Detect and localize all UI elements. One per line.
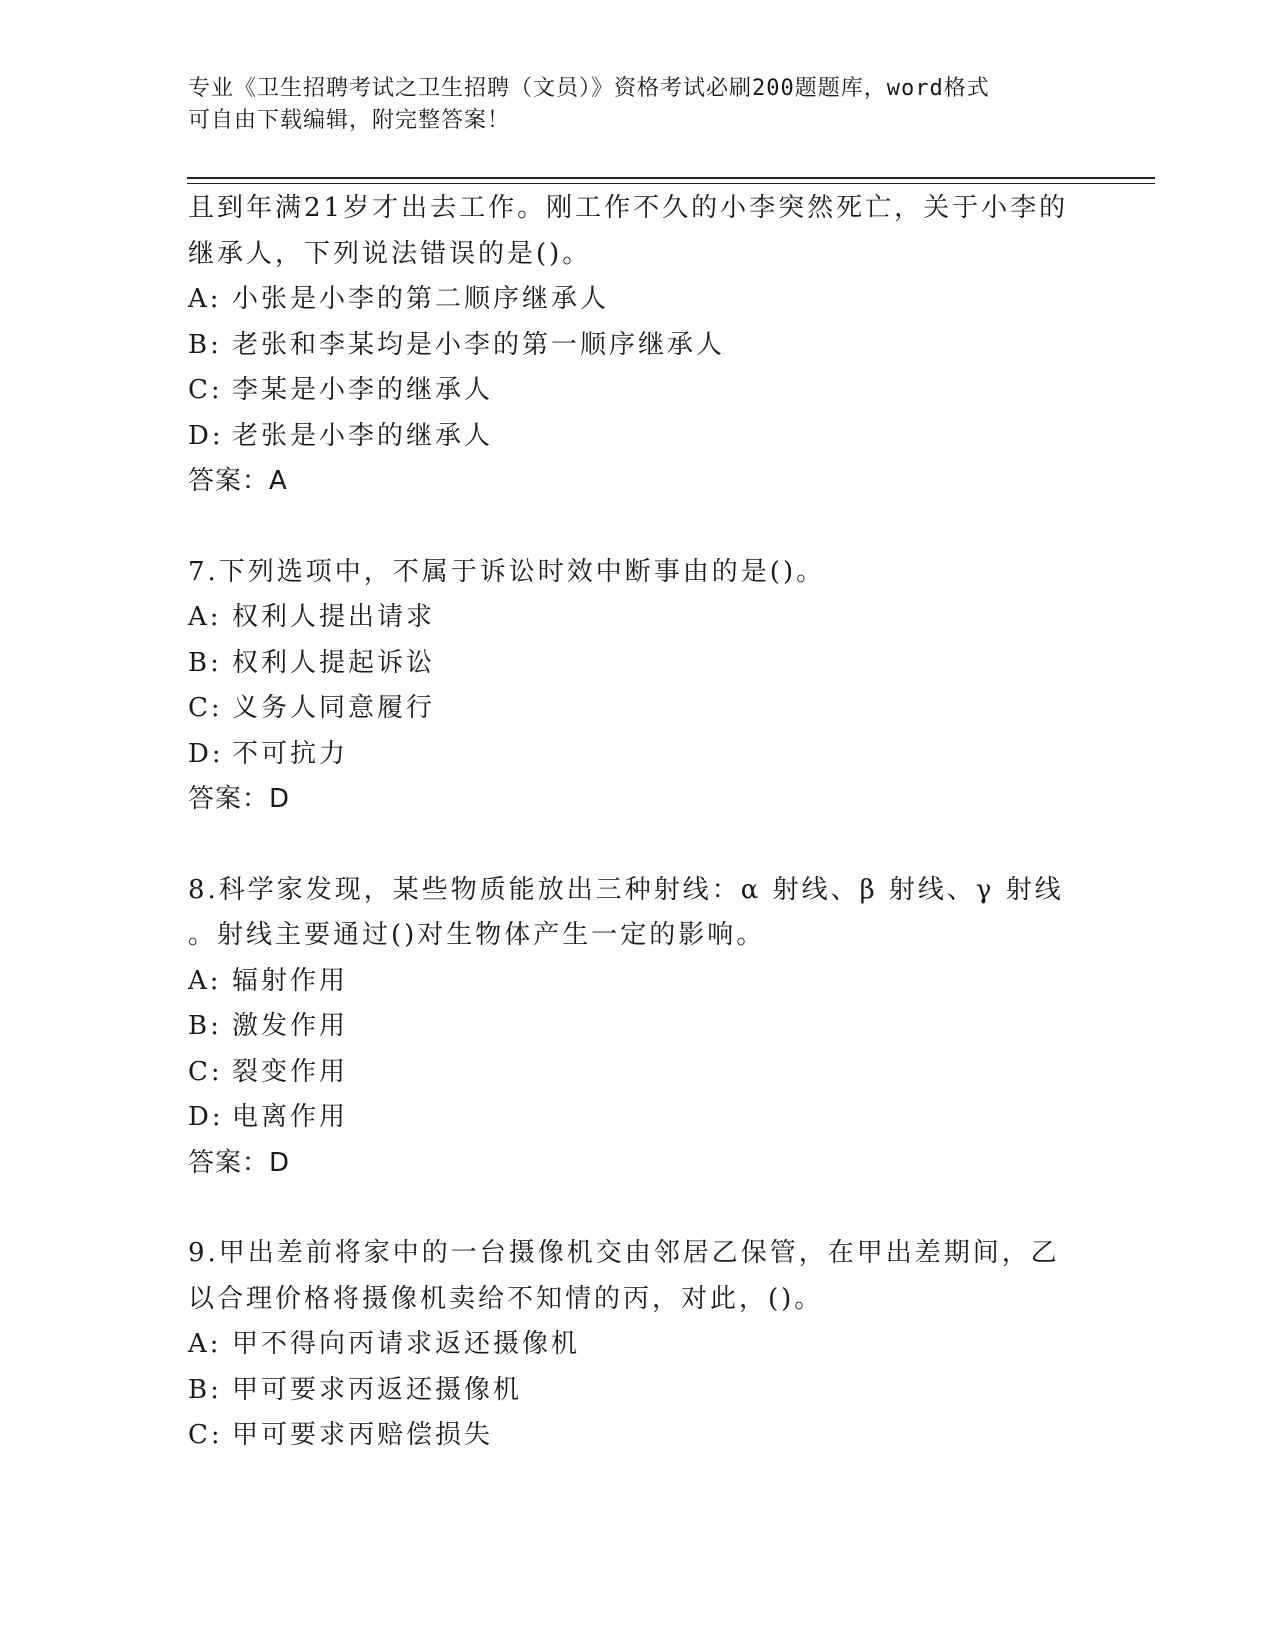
header-divider-thick <box>187 177 1155 179</box>
question-block-9 <box>188 1231 1118 1459</box>
option-key: A: <box>188 602 222 632</box>
option-c <box>188 368 1118 414</box>
option-key: D: <box>188 1102 224 1132</box>
option-text: 裂变作用 <box>232 1056 349 1087</box>
header-line-1: 专业《卫生招聘考试之卫生招聘（文员）》资格考试必刷200题题库，word格式 <box>188 76 990 101</box>
question-stem-line: 以合理价格将摄像机卖给不知情的丙，对此，()。 <box>188 1283 824 1314</box>
spacer <box>188 823 1118 868</box>
option-d <box>188 1095 1118 1141</box>
answer-line: 答案：A <box>188 466 288 496</box>
option-d <box>188 732 1118 778</box>
option-key: A: <box>188 1329 222 1359</box>
option-key: B: <box>188 329 222 360</box>
option-key: C: <box>188 693 223 723</box>
option-text: 激发作用 <box>232 1011 349 1041</box>
option-key: A: <box>188 965 222 996</box>
answer-line: 答案：D <box>188 784 291 814</box>
option-a <box>188 277 1118 323</box>
option-text: 辐射作用 <box>232 965 349 996</box>
option-key: B: <box>188 1374 222 1405</box>
option-b <box>188 1368 1118 1414</box>
option-text: 甲可要求丙赔偿损失 <box>232 1420 494 1450</box>
spacer <box>188 1186 1118 1231</box>
option-text: 不可抗力 <box>232 738 349 769</box>
question-stem-line: 。射线主要通过()对生物体产生一定的影响。 <box>188 920 766 950</box>
option-key: C: <box>188 1420 223 1450</box>
option-c <box>188 1050 1118 1096</box>
option-text: 权利人提起诉讼 <box>232 647 436 678</box>
option-text: 老张是小李的继承人 <box>232 420 494 451</box>
question-stem-line: 7.下列选项中，不属于诉讼时效中断事由的是()。 <box>188 556 826 587</box>
option-text: 老张和李某均是小李的第一顺序继承人 <box>232 329 726 360</box>
option-key: D: <box>188 420 224 451</box>
option-a <box>188 1322 1118 1368</box>
option-a <box>188 595 1118 641</box>
question-stem-line: 继承人，下列说法错误的是()。 <box>188 238 592 269</box>
option-b <box>188 323 1118 369</box>
answer-line: 答案：D <box>188 1147 291 1178</box>
option-a <box>188 959 1118 1005</box>
option-text: 电离作用 <box>232 1102 349 1132</box>
question-stem-line: 且到年满21岁才出去工作。刚工作不久的小李突然死亡，关于小李的 <box>188 193 1069 223</box>
option-key: B: <box>188 1011 222 1041</box>
spacer <box>188 505 1118 550</box>
option-key: D: <box>188 738 224 769</box>
question-block-continued <box>188 186 1118 505</box>
option-text: 甲可要求丙返还摄像机 <box>232 1374 523 1405</box>
option-b <box>188 1004 1118 1050</box>
option-b <box>188 641 1118 687</box>
option-key: C: <box>188 375 223 405</box>
document-header <box>188 73 1088 137</box>
option-text: 小张是小李的第二顺序继承人 <box>232 284 610 314</box>
question-stem-line: 9.甲出差前将家中的一台摄像机交由邻居乙保管，在甲出差期间，乙 <box>188 1238 1060 1268</box>
option-c <box>188 686 1118 732</box>
document-body <box>188 186 1118 1459</box>
header-line-2: 可自由下载编辑，附完整答案！ <box>188 108 511 133</box>
question-stem-line: 8.科学家发现，某些物质能放出三种射线：α 射线、β 射线、γ 射线 <box>188 874 1064 905</box>
option-c <box>188 1413 1118 1459</box>
header-divider-thin <box>187 183 1155 184</box>
option-key: B: <box>188 647 222 678</box>
option-text: 权利人提出请求 <box>232 602 436 632</box>
option-key: C: <box>188 1056 223 1087</box>
question-block-7 <box>188 550 1118 823</box>
option-text: 义务人同意履行 <box>232 693 436 723</box>
option-text: 李某是小李的继承人 <box>232 375 494 405</box>
option-text: 甲不得向丙请求返还摄像机 <box>232 1329 581 1359</box>
option-key: A: <box>188 284 222 314</box>
option-d <box>188 414 1118 460</box>
question-block-8 <box>188 868 1118 1187</box>
